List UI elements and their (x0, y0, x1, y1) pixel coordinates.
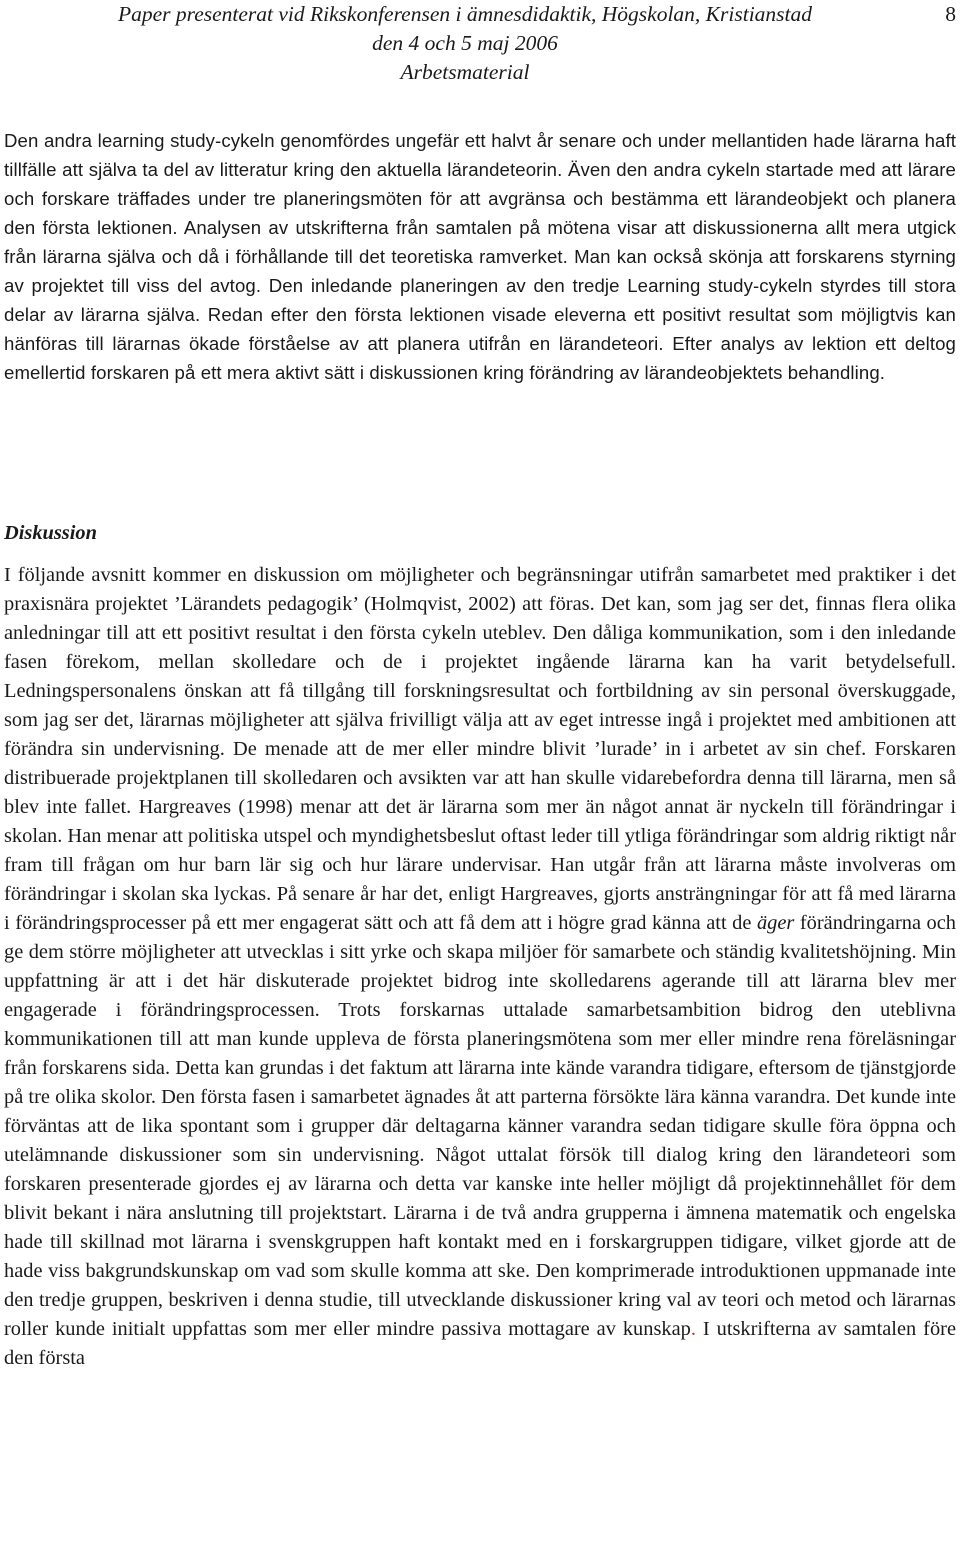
header-subtitle-line: Arbetsmaterial (400, 60, 530, 84)
page-number: 8 (945, 2, 956, 26)
section-heading-diskussion: Diskussion (4, 522, 97, 544)
highlighted-period: . (690, 1318, 696, 1340)
header-date-line: den 4 och 5 maj 2006 (372, 31, 558, 55)
paragraph-learning-study-cycle: Den andra learning study-cykeln genomfördes ungefär ett halvt år senare och under mellantiden hade lärarna haft tillfälle att själva ta del av litteratur kring den aktuella lärandeteorin. Även den andra cykeln startade med att lärare och forskare träffades under tre planeringsmöten för att avgränsa och bestämma ett lärandeobjekt och planera den första lektionen. Analysen av utskrifterna från samtalen på mötena visar att diskussionerna allt mera utgick från lärarna själva och då i förhållande till det teoretiska ramverket. Man kan också skönja att forskarens styrning av projektet till viss del avtog. Den inledande planeringen av den tredje Learning study-cykeln styrdes till stora delar av lärarna själva. Redan efter den första lektionen visade eleverna ett positivt resultat som möjligtvis kan hänföras till lärarnas ökade förståelse av att planera utifrån en lärandeteori. Efter analys av lektion ett deltog emellertid forskaren på ett mera aktivt sätt i diskussionen kring förändring av lärandeobjektets behandling. (4, 130, 956, 383)
discussion-text-part2: förändringarna och ge dem större möjligheter att utvecklas i sitt yrke och skapa miljöer för samarbete och ständig kvalitetshöjning. Min uppfattning är att i det här diskuterade projektet bidrog inte skolledarens agerande till att lärarna blev mer engagerade i förändringsprocessen. Trots forskarnas uttalade samarbetsambition bidrog den uteblivna kommunikationen till att man kunde uppleva de första planeringsmötena som mer eller mindre rena föreläsningar från forskarens sida. Detta kan grundas i det faktum att lärarna inte kände varandra tidigare, eftersom de tjänstgjorde på tre olika skolor. Den första fasen i samarbetet ägnades åt att parterna försökte lära känna varandra. Det kunde inte förväntas att de lika spontant som i grupper där deltagarna känner varandra sedan tidigare skulle föra öppna och utelämnande diskussioner som sin undervisning. Något uttalat försök till dialog kring den lärandeteori som forskaren presenterade gjordes ej av lärarna och detta var kanske inte heller möjligt då projektinnehållet för dem blivit bekant i nära anslutning till projektstart. Lärarna i de två andra grupperna i ämnena matematik och engelska hade till skillnad mot lärarna i svenskgruppen haft kontakt med en i forskargruppen tidigare, vilket gjorde att de hade viss bakgrundskunskap om vad som skulle komma att ske. Den komprimerade introduktionen uppmanade inte den tredje gruppen, beskriven i denna studie, till utvecklande diskussioner kring val av teori och metod och lärarnas roller kunde initialt uppfattas som mer eller mindre passiva mottagare av kunskap (4, 912, 956, 1340)
discussion-text-part1: I följande avsnitt kommer en diskussion om möjligheter och begränsningar utifrån samarbetet med praktiker i det praxisnära projektet ’Lärandets pedagogik’ (Holmqvist, 2002) att föras. Det kan, som jag ser det, finnas flera olika anledningar till att ett positivt resultat i den första cykeln uteblev. Den dåliga kommunikation, som i den inledande fasen förekom, mellan skolledare och de i projektet ingående lärarna kan ha varit betydelsefull. Ledningspersonalens önskan att få tillgång till forskningsresultat och fortbildning av sin personal överskuggade, som jag ser det, lärarnas möjligheter att själva frivilligt välja att av eget intresse ingå i projektet med ambitionen att förändra sin undervisning. De menade att de mer eller mindre blivit ’lurade’ in i arbetet av sin chef. Forskaren distribuerade projektplanen till skolledaren och avsikten var att han skulle vidarebefordra denna till lärarna, men så blev inte fallet. Hargreaves (1998) menar att det är lärarna som mer än något annat är nyckeln till förändringar i skolan. Han menar att politiska utspel och myndighetsbeslut oftast leder till ytliga förändringar som aldrig riktigt når fram till frågan om hur barn lär sig och hur lärare undervisar. Han utgår från att lärarna måste involveras om förändringar i skolan ska lyckas. På senare år har det, enligt Hargreaves, gjorts ansträngningar för att få med lärarna i förändringsprocesser på ett mer engagerat sätt och att få dem att i högre grad känna att de (4, 564, 956, 934)
header-conference-line: Paper presenterat vid Rikskonferensen i ämnesdidaktik, Högskolan, Kristianstad (117, 2, 813, 26)
emphasized-word: äger (756, 912, 795, 934)
paragraph-discussion (4, 561, 956, 1373)
page-header (0, 0, 960, 96)
discussion-text-part3: I utskrifterna av samtalen före den första (4, 1318, 956, 1369)
